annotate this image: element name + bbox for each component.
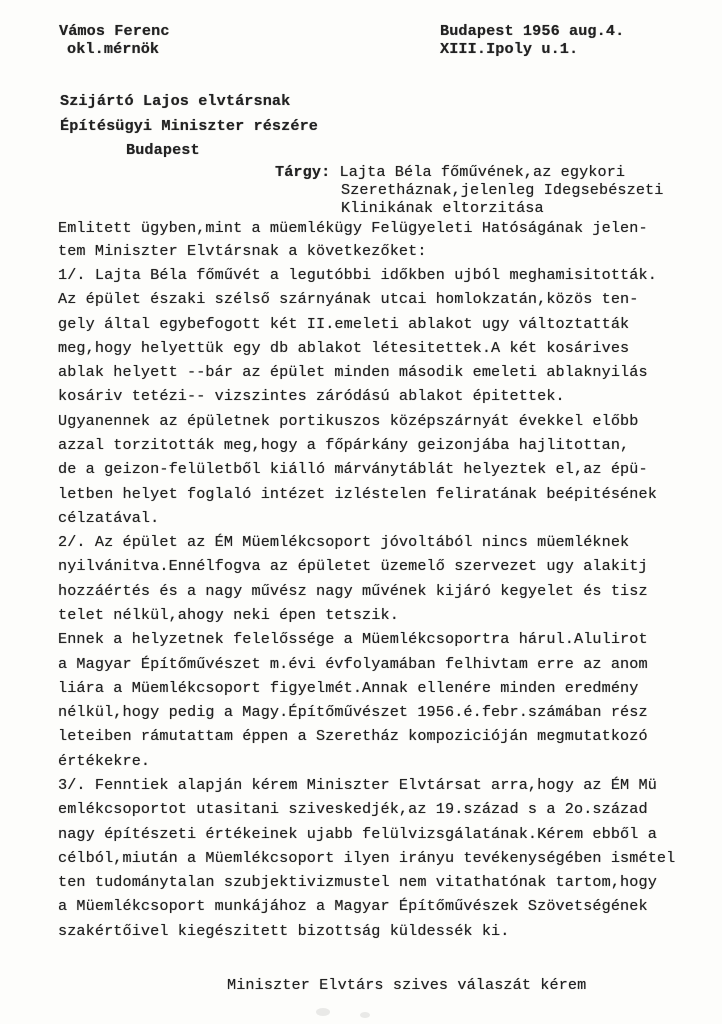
subject-text-1: Lajta Béla főművének,az egykori: [339, 163, 626, 181]
body-line: liára a Müemlékcsoport figyelmét.Annak ellenére minden eredmény: [58, 679, 639, 697]
body-line: 1/. Lajta Béla főművét a legutóbbi időkben ujból meghamisitották.: [58, 266, 657, 284]
body-line: Ugyanennek az épületnek portikuszos középszárnyát évekkel előbb: [58, 412, 639, 430]
body-line: 3/. Fenntiek alapján kérem Miniszter Elvtársat arra,hogy az ÉM Mü: [58, 776, 657, 794]
body-line: de a geizon-felületből kiálló márványtáblát helyeztek el,az épü-: [58, 460, 648, 478]
sender-address: XIII.Ipoly u.1.: [440, 40, 579, 58]
sender-title: okl.mérnök: [67, 40, 160, 58]
recipient-city: Budapest: [126, 141, 200, 159]
body-line: ablak helyett --bár az épület minden második emeleti ablaknyilás: [58, 363, 648, 381]
body-line: értékekre.: [58, 752, 151, 770]
body-line: a Müemlékcsoport munkájához a Magyar Építőművészek Szövetségének: [58, 897, 648, 915]
body-line: nagy építészeti értékeinek ujabb felülvizsgálatának.Kérem ebből a: [58, 825, 657, 843]
body-line: kosáriv tetézi-- vizszintes záródású ablakot épitettek.: [58, 387, 565, 405]
date-block: [440, 22, 624, 58]
body-line: meg,hogy helyettük egy db ablakot létesitettek.A két kosárives: [58, 339, 630, 357]
letter-date: Budapest 1956 aug.4.: [440, 22, 625, 40]
sender-name: Vámos Ferenc: [59, 22, 170, 40]
closing-line: Miniszter Elvtárs szives válaszát kérem: [227, 976, 587, 994]
body-line: Emlitett ügyben,mint a müemlékügy Felügyeleti Hatóságának jelen-: [58, 219, 648, 237]
subject-line-3: Klinikának eltorzitása: [341, 199, 544, 217]
body-line: célból,miután a Müemlékcsoport ilyen irányu tevékenységében ismétel: [58, 849, 676, 867]
body-line: nélkül,hogy pedig a Magy.Építőművészet 1956.é.febr.számában rész: [58, 703, 648, 721]
recipient-line-2: Építésügyi Miniszter részére: [60, 117, 318, 135]
body-line: azzal torzitották meg,hogy a főpárkány geizonjába hajlitottan,: [58, 436, 630, 454]
body-line: Ennek a helyzetnek felelőssége a Müemlékcsoportra hárul.Alulirot: [58, 630, 648, 648]
body-line: letben helyet foglaló intézet izléstelen feliratának beépitésének: [58, 485, 657, 503]
body-line: leteiben rámutattam éppen a Szeretház kompozicióján megmutatkozó: [58, 727, 648, 745]
body-line: gely által egybefogott két II.emeleti ablakot ugy változtatták: [58, 315, 630, 333]
body-line: célzatával.: [58, 509, 160, 527]
sender-block: [59, 22, 170, 58]
body-line: emlékcsoportot utasitani sziveskedjék,az 19.század s a 2o.század: [58, 800, 648, 818]
body-line: a Magyar Építőművészet m.évi évfolyamában felhivtam erre az anom: [58, 655, 648, 673]
recipient-line-1: Szijártó Lajos elvtársnak: [60, 92, 291, 110]
subject-line-1: [275, 163, 625, 181]
subject-line-2: Szeretháznak,jelenleg Idegsebészeti: [341, 181, 664, 199]
body-line: ten tudománytalan szubjektivizmustel nem vitathatónak tartom,hogy: [58, 873, 657, 891]
body-line: nyilvánitva.Ennélfogva az épületet üzemelő szervezet ugy alakitj: [58, 557, 648, 575]
subject-label: Tárgy:: [275, 163, 331, 181]
body-line: szakértőivel kiegészitett bizottság küldessék ki.: [58, 922, 510, 940]
ink-smudge: [360, 1012, 370, 1018]
body-line: tem Miniszter Elvtársnak a következőket:: [58, 242, 427, 260]
body-line: hozzáértés és a nagy művész nagy művének kijáró kegyelet és tisz: [58, 582, 648, 600]
body-line: Az épület északi szélső szárnyának utcai homlokzatán,közös ten-: [58, 290, 639, 308]
body-line: 2/. Az épület az ÉM Müemlékcsoport jóvoltából nincs müemléknek: [58, 533, 630, 551]
ink-smudge: [316, 1008, 330, 1016]
body-line: telet nélkül,ahogy neki épen tetszik.: [58, 606, 399, 624]
